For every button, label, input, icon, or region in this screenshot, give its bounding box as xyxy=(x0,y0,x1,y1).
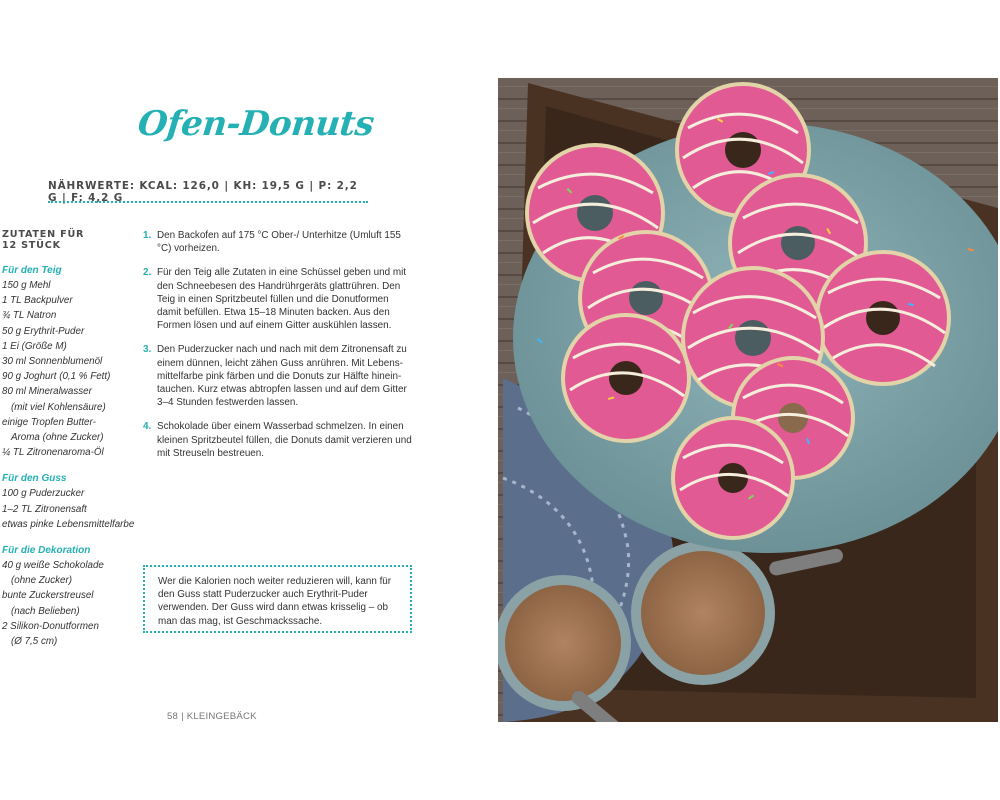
tip-box xyxy=(143,565,412,633)
page-title: Ofen-Donuts xyxy=(135,104,376,144)
ingredient-item: (mit viel Kohlensäure) xyxy=(11,401,106,413)
ingredient-item: (Ø 7,5 cm) xyxy=(11,636,58,648)
ingredient-item: 150 g Mehl xyxy=(2,280,51,291)
chapter-name: KLEINGEBÄCK xyxy=(186,711,257,722)
instruction-step xyxy=(143,420,413,460)
ingredient-item: (nach Belieben) xyxy=(11,605,80,617)
step-text: Den Backofen auf 175 °C Ober-/ Unterhitze (Umluft 155 °C) vorheizen. xyxy=(157,230,401,255)
instruction-step xyxy=(143,266,413,332)
ingredient-section-title: Für die Dekoration xyxy=(2,545,91,557)
ingredient-section-title: Für den Teig xyxy=(2,265,62,276)
instruction-step xyxy=(143,229,413,255)
step-number: 1. xyxy=(143,230,152,241)
instructions-list xyxy=(143,229,413,471)
step-text: Schokolade über einem Wasserbad schmelzen. In einen kleinen Spritzbeutel füllen, die Donuts damit verzieren und mit Streuseln bestreuen. xyxy=(157,421,412,459)
ingredient-item: 2 Silikon-Donutformen xyxy=(2,620,99,632)
ingredient-item: 100 g Puderzucker xyxy=(2,488,85,500)
ingredients-heading-line: 12 STÜCK xyxy=(2,240,61,251)
ingredient-item: ¾ TL Natron xyxy=(2,310,57,322)
ingredient-item: bunte Zuckerstreusel xyxy=(2,590,94,602)
donut-photo xyxy=(498,78,998,722)
ingredient-item: 1–2 TL Zitronensaft xyxy=(2,503,87,515)
step-text: Für den Teig alle Zutaten in eine Schüssel geben und mit den Schneebesen des Handrührgeräts glattrühren. Den Teig in einen Spritzbeutel füllen und die Donutformen damit befüllen. Etwa 15–18 Minuten backen. Aus den Formen lösen und auf einem Gitter auskühlen lassen. xyxy=(157,267,407,332)
ingredient-item: Aroma (ohne Zucker) xyxy=(11,432,104,444)
ingredients-list xyxy=(2,229,134,649)
nutrition-info: NÄHRWERTE: KCAL: 126,0 | KH: 19,5 G | P: 2,2 G | F: 4,2 G xyxy=(48,180,358,204)
dotted-divider xyxy=(48,201,368,203)
ingredient-item: 40 g weiße Schokolade xyxy=(2,560,104,572)
ingredient-item: 50 g Erythrit-Puder xyxy=(2,325,85,337)
ingredient-section-title: Für den Guss xyxy=(2,473,67,485)
ingredient-item: 80 ml Mineralwasser xyxy=(2,386,92,398)
ingredient-item: 30 ml Sonnenblumenöl xyxy=(2,356,103,368)
ingredient-item: 90 g Joghurt (0,1 % Fett) xyxy=(2,371,111,383)
ingredient-item: 1 Ei (Größe M) xyxy=(2,340,67,352)
donut xyxy=(561,313,691,443)
donut xyxy=(815,250,951,386)
ingredient-item: ¼ TL Zitronenaroma-Öl xyxy=(2,447,104,459)
donut xyxy=(671,416,795,540)
ingredient-item: einige Tropfen Butter- xyxy=(2,416,96,428)
step-number: 4. xyxy=(143,421,152,433)
instruction-step xyxy=(143,343,413,409)
ingredient-item: (ohne Zucker) xyxy=(11,575,72,587)
ingredient-item: etwas pinke Lebensmittelfarbe xyxy=(2,518,135,530)
ingredients-heading-line: ZUTATEN FÜR xyxy=(2,229,85,240)
tip-text: Wer die Kalorien noch weiter reduzieren will, kann für den Guss statt Puderzucker auch Erythrit-Puder verwenden. Der Guss wird dann etwas krisselig – ob man das mag, ist Geschmackssache. xyxy=(158,576,392,627)
step-text: Den Puderzucker nach und nach mit dem Zitronensaft zu einem dünnen, leicht zähen Guss anrühren. Mit Lebensmittelfarbe pink färben und die Donuts zur Hälfte hineintauchen. Kurz etwas abtropfen lassen und auf dem Gitter 3–4 Stunden festwerden lassen. xyxy=(157,344,407,409)
footer-separator: | xyxy=(181,711,184,722)
ingredient-item: 1 TL Backpulver xyxy=(2,295,73,307)
step-number: 2. xyxy=(143,267,152,279)
page-footer xyxy=(167,711,257,722)
page-number: 58 xyxy=(167,711,179,722)
step-number: 3. xyxy=(143,344,152,356)
ingredients-heading xyxy=(2,229,134,251)
